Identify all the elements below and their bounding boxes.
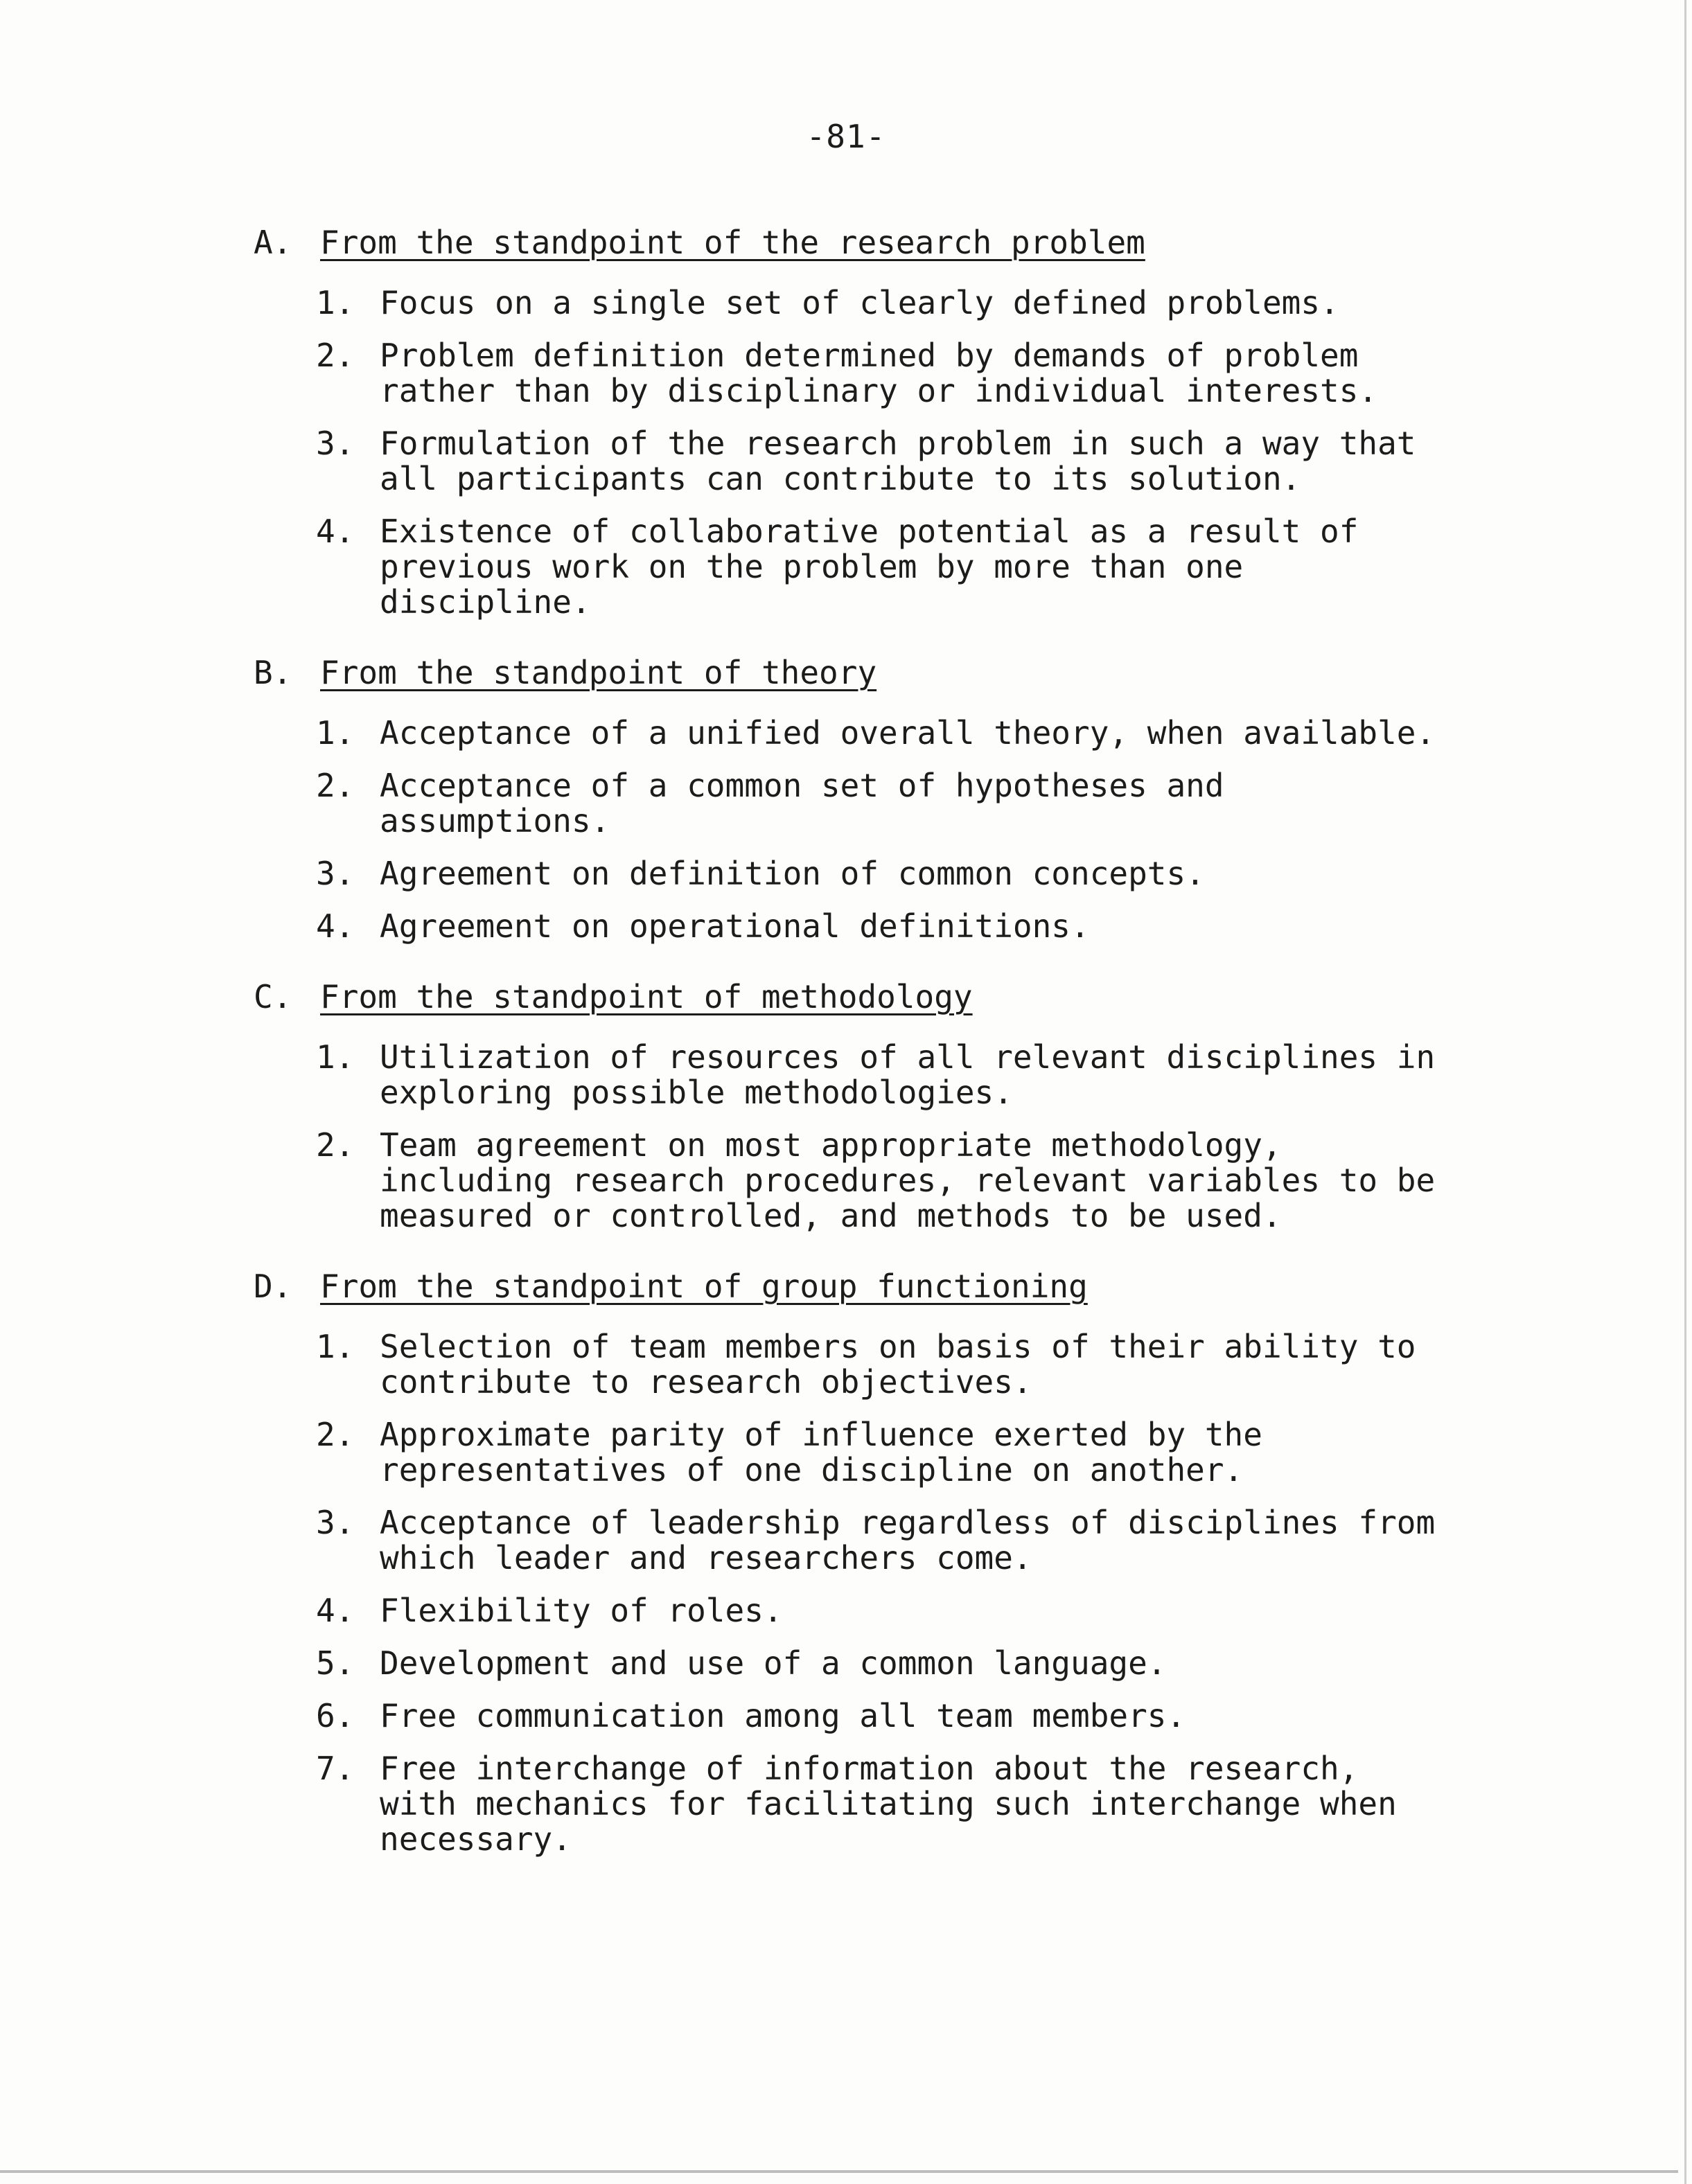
list-item	[316, 1040, 1487, 1110]
section-items	[316, 1329, 1487, 1857]
item-number: 1.	[316, 1328, 355, 1365]
list-item	[316, 1505, 1487, 1576]
item-number: 6.	[316, 1697, 355, 1734]
list-item	[316, 1593, 1487, 1628]
item-text: Existence of collaborative potential as a result of previous work on the problem by more than one discipline.	[380, 513, 1359, 621]
list-item	[316, 716, 1487, 751]
page-right-edge	[1684, 0, 1686, 2184]
item-number: 7.	[316, 1750, 355, 1787]
section-letter: B.	[254, 654, 292, 691]
item-text: Problem definition determined by demands of problem rather than by disciplinary or individual interests.	[380, 337, 1378, 409]
section-heading	[254, 653, 1487, 692]
item-text: Formulation of the research problem in such a way that all participants can contribute to its solution.	[380, 425, 1416, 497]
item-number: 3.	[316, 1504, 355, 1541]
item-number: 1.	[316, 714, 355, 752]
section-title: From the standpoint of theory	[320, 654, 877, 691]
section-d	[254, 1267, 1487, 1857]
section-c	[254, 977, 1487, 1234]
item-number: 4.	[316, 907, 355, 945]
section-a	[254, 223, 1487, 620]
item-number: 2.	[316, 767, 355, 804]
item-number: 2.	[316, 1126, 355, 1164]
item-text: Acceptance of leadership regardless of disciplines from which leader and researchers come.	[380, 1504, 1436, 1577]
list-item	[316, 1417, 1487, 1488]
section-title: From the standpoint of methodology	[320, 978, 973, 1015]
item-text: Agreement on operational definitions.	[380, 907, 1090, 945]
item-number: 3.	[316, 425, 355, 462]
page-bottom-edge	[0, 2170, 1678, 2173]
section-heading	[254, 1267, 1487, 1306]
list-item	[316, 1698, 1487, 1734]
item-text: Utilization of resources of all relevant disciplines in exploring possible methodologies.	[380, 1038, 1436, 1111]
section-letter: C.	[254, 978, 292, 1015]
list-item	[316, 1329, 1487, 1400]
item-number: 4.	[316, 513, 355, 550]
item-text: Approximate parity of influence exerted by the representatives of one discipline on another.	[380, 1416, 1262, 1489]
section-title: From the standpoint of group functioning	[320, 1268, 1088, 1305]
item-number: 1.	[316, 1038, 355, 1076]
section-heading	[254, 223, 1487, 262]
section-heading	[254, 977, 1487, 1016]
item-text: Agreement on definition of common concepts.	[380, 855, 1205, 892]
item-text: Acceptance of a unified overall theory, when available.	[380, 714, 1436, 752]
section-items	[316, 285, 1487, 620]
section-items	[316, 1040, 1487, 1234]
item-text: Focus on a single set of clearly defined problems.	[380, 284, 1339, 321]
section-letter: D.	[254, 1268, 292, 1305]
item-text: Acceptance of a common set of hypotheses and assumptions.	[380, 767, 1224, 840]
section-title: From the standpoint of the research problem	[320, 224, 1145, 261]
item-text: Development and use of a common language.	[380, 1644, 1167, 1682]
item-number: 2.	[316, 337, 355, 374]
list-item	[316, 285, 1487, 321]
item-text: Team agreement on most appropriate methodology, including research procedures, relevant variables to be measured or controlled, and methods to be used.	[380, 1126, 1436, 1234]
list-item	[316, 338, 1487, 409]
section-b	[254, 653, 1487, 944]
item-text: Free interchange of information about the research, with mechanics for facilitating such interchange when necessary.	[380, 1750, 1397, 1858]
section-items	[316, 716, 1487, 944]
item-text: Selection of team members on basis of their ability to contribute to research objectives.	[380, 1328, 1416, 1401]
item-number: 4.	[316, 1592, 355, 1629]
list-item	[316, 768, 1487, 839]
item-number: 1.	[316, 284, 355, 321]
list-item	[316, 426, 1487, 497]
item-number: 2.	[316, 1416, 355, 1453]
item-number: 3.	[316, 855, 355, 892]
list-item	[316, 514, 1487, 620]
list-item	[316, 1646, 1487, 1681]
list-item	[316, 1751, 1487, 1857]
list-item	[316, 909, 1487, 944]
list-item	[316, 1128, 1487, 1234]
item-text: Flexibility of roles.	[380, 1592, 783, 1629]
page-number: -81-	[806, 118, 886, 155]
item-text: Free communication among all team members.	[380, 1697, 1186, 1734]
section-letter: A.	[254, 224, 292, 261]
outline-content	[254, 223, 1487, 1890]
list-item	[316, 856, 1487, 891]
item-number: 5.	[316, 1644, 355, 1682]
